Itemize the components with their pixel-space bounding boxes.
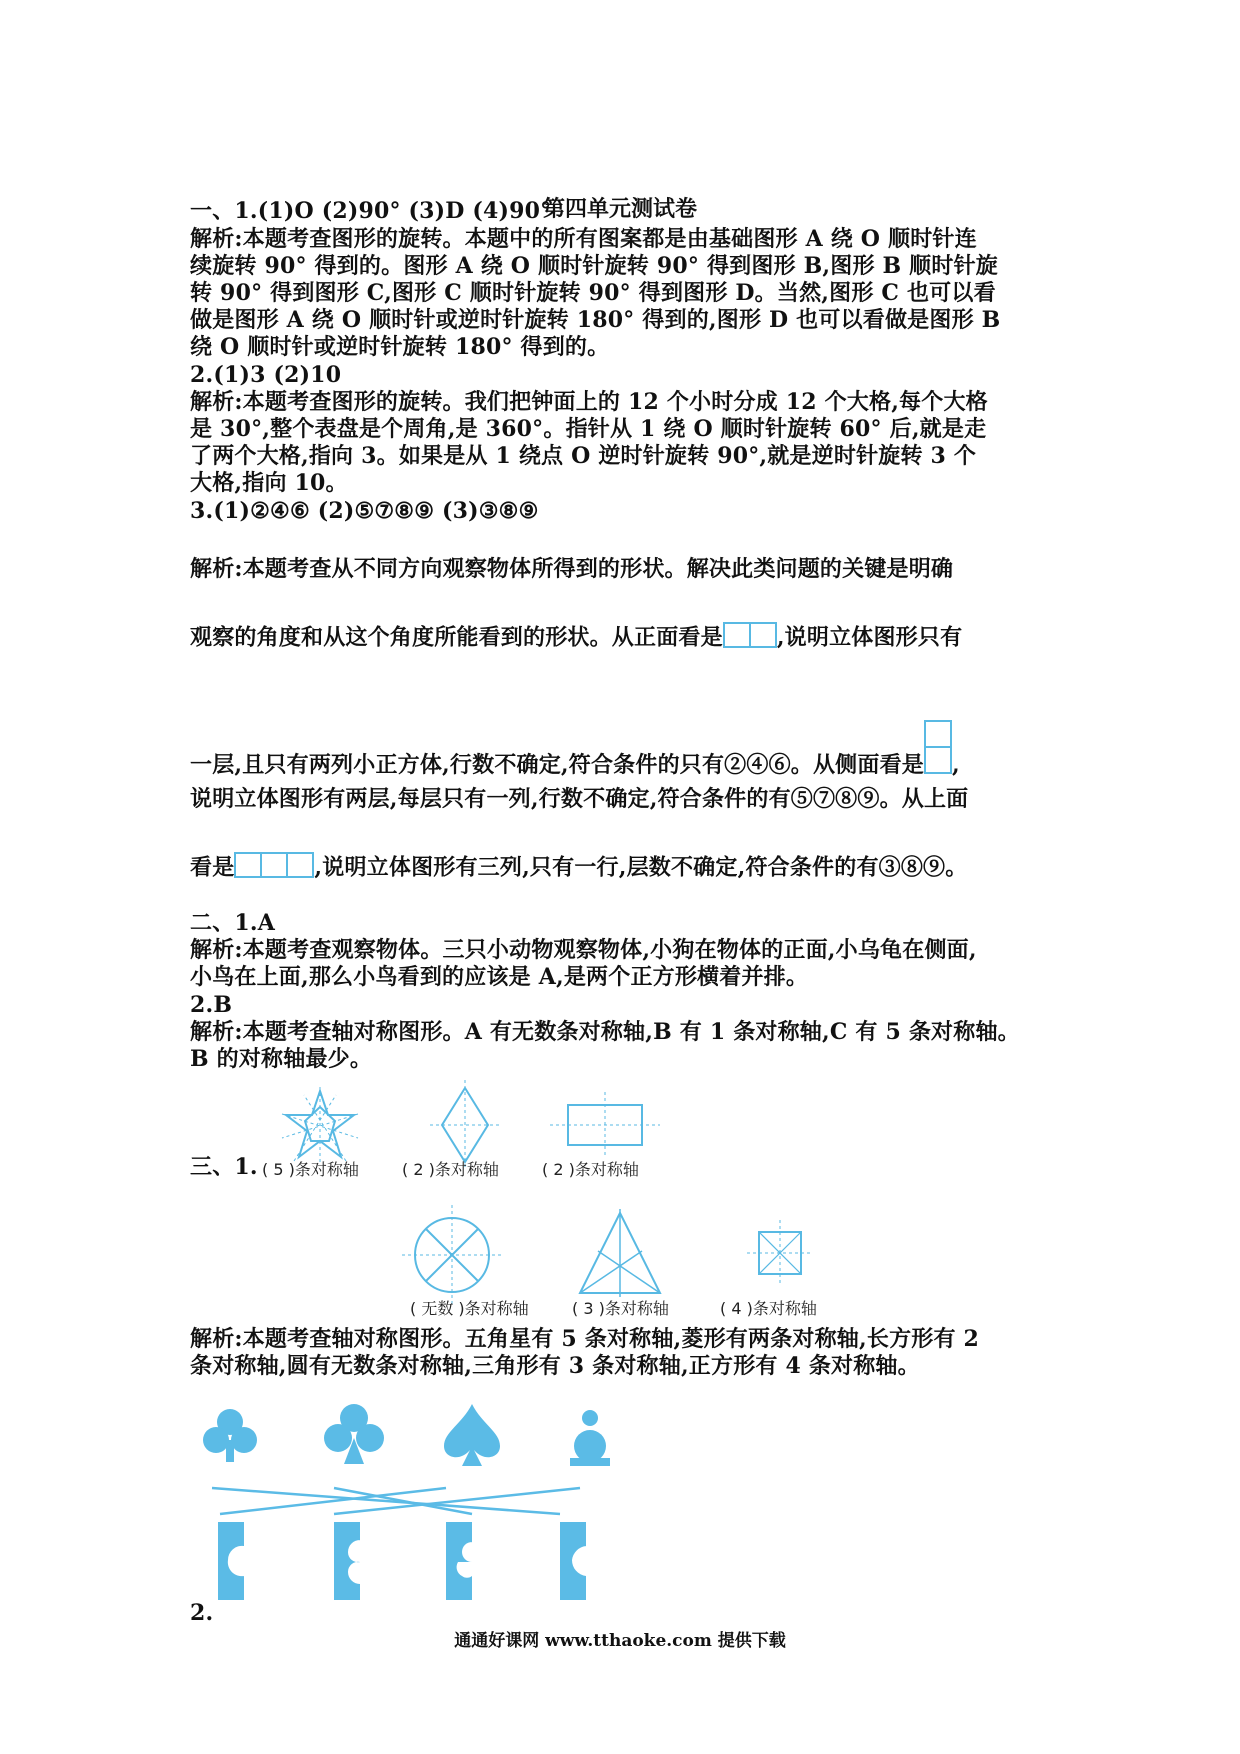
s1-q3-analysis-line5-a: 看是 [190,854,235,881]
s1-q1-analysis-line5: 绕 O 顺时针或逆时针旋转 180° 得到的。 [190,334,610,360]
s1-q1-answer: 一、1.(1)O (2)90° (3)D (4)90° [190,198,552,224]
s1-q2-analysis-line2: 是 30°,整个表盘是个周角,是 360°。指针从 1 绕 O 顺时针旋转 60° 后,就是走 [190,416,987,442]
s1-q2-answer: 2.(1)3 (2)10 [190,362,342,388]
rectangle-axis-label: ( 2 )条对称轴 [542,1160,639,1179]
s2-q2-analysis-line1: 解析:本题考查轴对称图形。A 有无数条对称轴,B 有 1 条对称轴,C 有 5 条对称轴。 [190,1019,1020,1045]
s1-q1-analysis-line1: 解析:本题考查图形的旋转。本题中的所有图案都是由基础图形 A 绕 O 顺时针连 [190,226,977,252]
rectangle-symmetry-figure [550,1090,660,1160]
page-title: 第四单元测试卷 [542,196,697,222]
s2-q1-analysis-line2: 小鸟在上面,那么小鸟看到的应该是 A,是两个正方形横着并排。 [190,964,809,990]
top-view-icon [234,852,314,885]
s1-q2-analysis-line3: 了两个大格,指向 3。如果是从 1 绕点 O 逆时针旋转 90°,就是逆时针旋转 3 个 [190,443,977,469]
s1-q1-analysis-line3: 转 90° 得到图形 C,图形 C 顺时针旋转 90° 得到图形 D。当然,图形 C 也可以看 [190,280,996,306]
s1-q3-analysis-line2-b: ,说明立体图形只有 [776,624,963,651]
s1-q1-analysis-line2: 续旋转 90° 得到的。图形 A 绕 O 顺时针旋转 90° 得到图形 B,图形 B 顺时针旋 [190,253,998,279]
circle-symmetry-figure [402,1205,502,1305]
square-symmetry-figure [745,1218,815,1288]
s3-q2-prefix: 2. [190,1600,214,1626]
s1-q3-analysis-line3-a: 一层,且只有两列小正方体,行数不确定,符合条件的只有②④⑥。从侧面看是 [190,752,924,778]
front-view-icon [723,622,777,655]
page-footer: 通通好课网 www.tthaoke.com 提供下载 [454,1631,786,1651]
s1-q3-analysis-line2 [190,622,1070,655]
triangle-symmetry-figure [570,1205,670,1305]
s2-q1-answer: 二、1.A [190,910,276,936]
star-axis-label: ( 5 )条对称轴 [262,1160,359,1179]
star-symmetry-figure [280,1085,360,1165]
s1-q2-analysis-line1: 解析:本题考查图形的旋转。我们把钟面上的 12 个小时分成 12 个大格,每个大格 [190,389,988,415]
s1-q3-analysis-line5 [190,852,1070,885]
s1-q3-analysis-line3 [190,718,1070,779]
s3-q1-prefix: 三、1. [190,1154,258,1180]
s1-q3-analysis-line3-b: , [951,752,960,778]
s1-q3-answer: 3.(1)②④⑥ (2)⑤⑦⑧⑨ (3)③⑧⑨ [190,498,539,524]
s1-q1-analysis-line4: 做是图形 A 绕 O 顺时针或逆时针旋转 180° 得到的,图形 D 也可以看做是图形 B [190,307,1001,333]
s3-q1-analysis-line1: 解析:本题考查轴对称图形。五角星有 5 条对称轴,菱形有两条对称轴,长方形有 2 [190,1326,980,1352]
s2-q1-analysis-line1: 解析:本题考查观察物体。三只小动物观察物体,小狗在物体的正面,小乌龟在侧面, [190,937,977,963]
triangle-axis-label: ( 3 )条对称轴 [572,1299,669,1318]
circle-axis-label: ( 无数 )条对称轴 [410,1299,529,1318]
s2-q2-answer: 2.B [190,992,233,1018]
s2-q2-analysis-line2: B 的对称轴最少。 [190,1046,373,1072]
side-view-icon [924,718,952,779]
s1-q3-analysis-line2-a: 观察的角度和从这个角度所能看到的形状。从正面看是 [190,624,723,651]
s1-q3-analysis-line1: 解析:本题考查从不同方向观察物体所得到的形状。解决此类问题的关键是明确 [190,556,954,582]
matching-figure [200,1400,620,1605]
s1-q3-analysis-line4: 说明立体图形有两层,每层只有一列,行数不确定,符合条件的有⑤⑦⑧⑨。从上面 [190,786,969,812]
s1-q2-analysis-line4: 大格,指向 10。 [190,470,348,496]
square-axis-label: ( 4 )条对称轴 [720,1299,817,1318]
rhombus-axis-label: ( 2 )条对称轴 [402,1160,499,1179]
s1-q3-analysis-line5-b: ,说明立体图形有三列,只有一行,层数不确定,符合条件的有③⑧⑨。 [314,854,968,881]
s3-q1-analysis-line2: 条对称轴,圆有无数条对称轴,三角形有 3 条对称轴,正方形有 4 条对称轴。 [190,1353,920,1379]
